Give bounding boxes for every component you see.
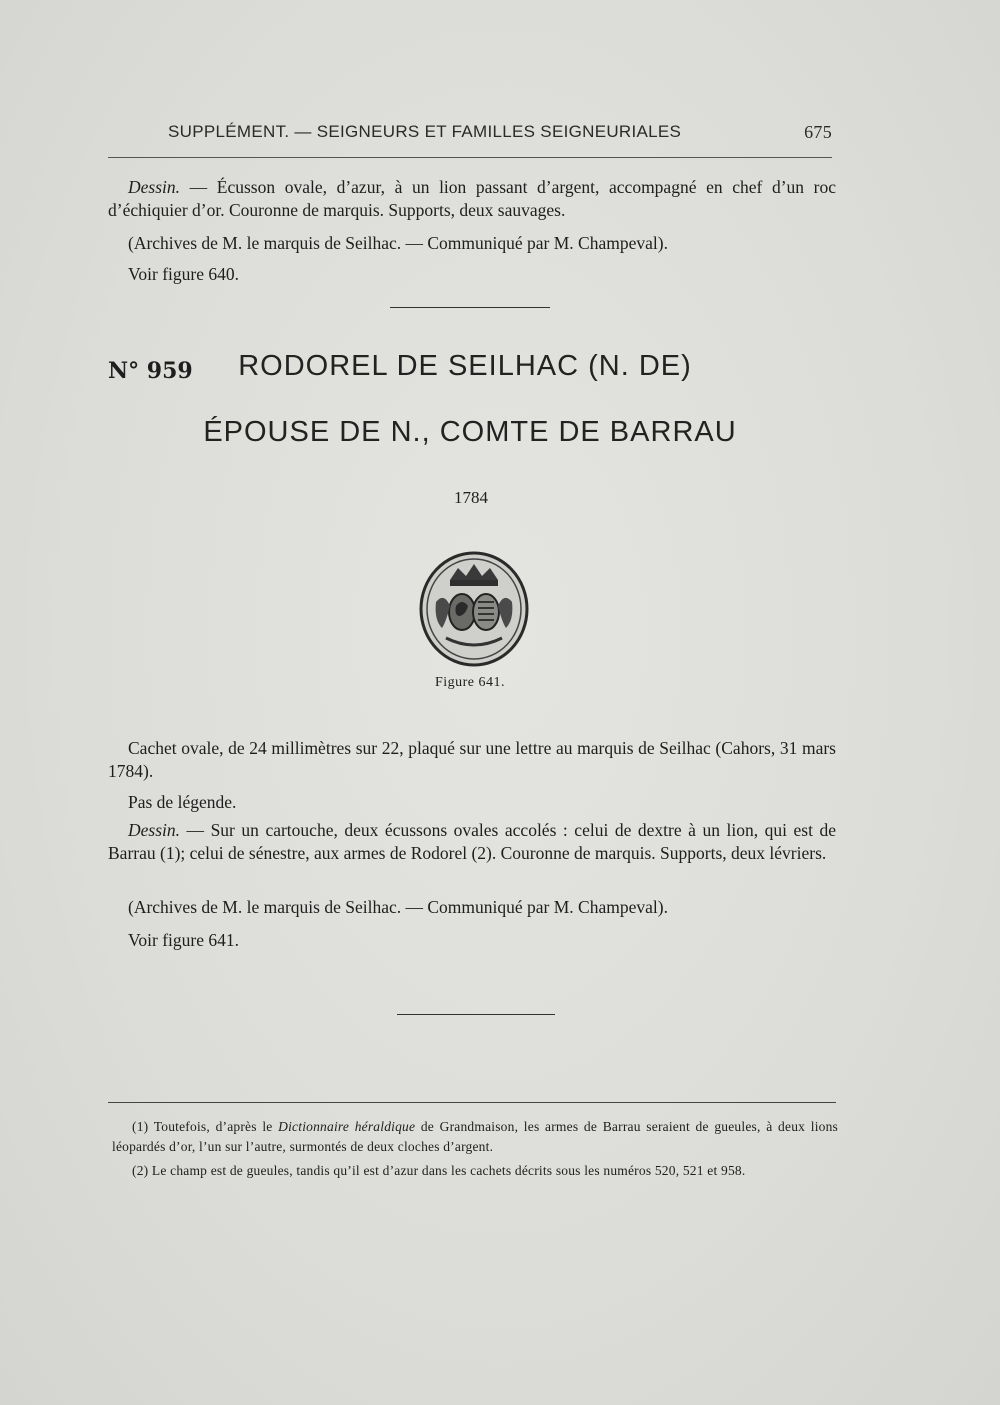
previous-voir-line: Voir figure 640. xyxy=(128,264,239,284)
previous-dessin-paragraph xyxy=(108,176,836,222)
description-paragraph: Cachet ovale, de 24 millimètres sur 22, plaqué sur une lettre au marquis de Seilhac (Cahors, 31 mars 1784). xyxy=(108,738,836,781)
legende-line: Pas de légende. xyxy=(128,792,237,812)
footnote-rule xyxy=(108,1102,836,1103)
archives-line: (Archives de M. le marquis de Seilhac. — Communiqué par M. Champeval). xyxy=(128,897,668,917)
dessin-text: — Écusson ovale, d’azur, à un lion passant d’argent, accompagné en chef d’un roc d’échiquier d’or. Couronne de marquis. Supports, deux sauvages. xyxy=(108,177,836,220)
entry-year: 1784 xyxy=(454,488,488,507)
section-separator xyxy=(390,307,550,308)
dessin-label: Dessin. xyxy=(128,820,181,840)
running-header-title: SUPPLÉMENT. — SEIGNEURS ET FAMILLES SEIGNEURIALES xyxy=(168,122,682,141)
page-number: 675 xyxy=(804,122,832,142)
figure-caption: Figure 641. xyxy=(434,675,506,690)
seal-image xyxy=(418,550,530,668)
entry-number: N° 959 xyxy=(108,358,193,384)
dessin-label: Dessin. xyxy=(128,177,181,197)
previous-archives-line: (Archives de M. le marquis de Seilhac. — Communiqué par M. Champeval). xyxy=(128,233,668,253)
section-separator xyxy=(397,1014,555,1015)
dictionnaire-title: Dictionnaire héraldique xyxy=(278,1119,416,1134)
footnote-2: (2) Le champ est de gueules, tandis qu’il est d’azur dans les cachets décrits sous les numéros 520, 521 et 958. xyxy=(132,1163,746,1178)
entry-title-line2: ÉPOUSE DE N., COMTE DE BARRAU xyxy=(203,416,737,448)
voir-line: Voir figure 641. xyxy=(128,930,239,950)
dessin-text: — Sur un cartouche, deux écussons ovales accolés : celui de dextre à un lion, qui est de Barrau (1); celui de sénestre, aux armes de Rodorel (2). Couronne de marquis. Supports, deux lévriers. xyxy=(108,820,836,863)
dessin-paragraph xyxy=(108,819,836,865)
entry-title-line1: RODOREL DE SEILHAC (N. DE) xyxy=(238,350,692,382)
footnote-1: (1) Toutefois, d’après le Dictionnaire héraldique de Grandmaison, les armes de Barrau seraient de gueules, à deux lions léopardés d’or, l’un sur l’autre, surmontés de deux cloches d’argent. xyxy=(112,1119,838,1154)
header-rule xyxy=(108,157,832,158)
